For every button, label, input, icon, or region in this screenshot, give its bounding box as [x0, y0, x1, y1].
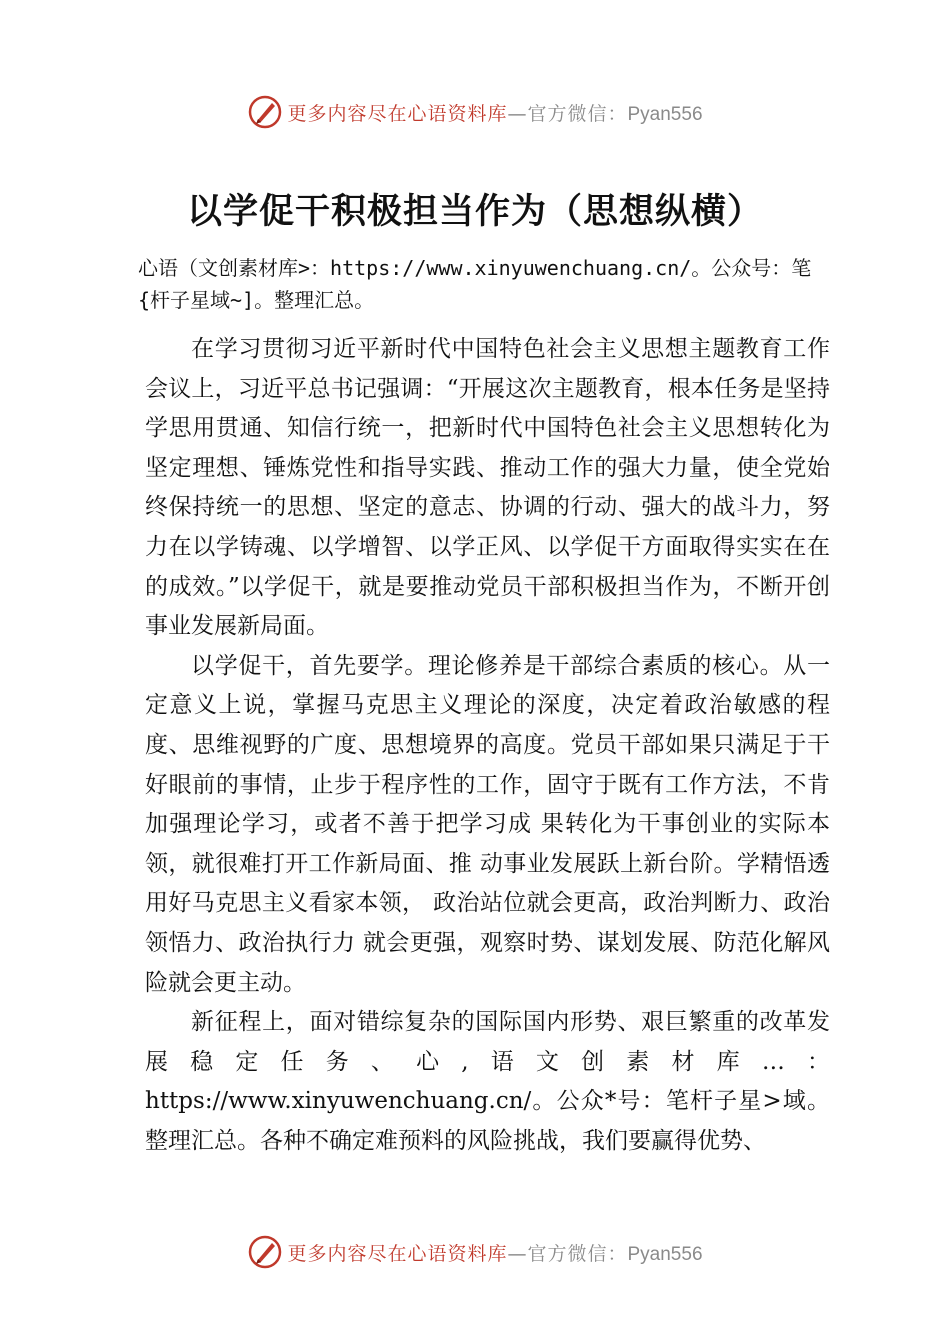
- article-title: 以学促干积极担当作为（思想纵横）: [186, 192, 763, 232]
- banner-slogan: 更多内容尽在心语资料库: [287, 102, 508, 125]
- header-banner: [0, 92, 950, 132]
- paragraph-3: 新征程上，面对错综复杂的国际国内形势、艰巨繁重的改革发展稳定任务、心,语文创素材库…：https://www.xinyuwenchuang.cn/。公众*号：笔杆子星>域。整理汇总。各种不确定难预料的风险挑战，我们要赢得优势、: [145, 1009, 830, 1154]
- banner-slogan: 更多内容尽在心语资料库: [287, 1242, 508, 1265]
- footer-banner: [0, 1232, 950, 1272]
- banner-separator: —: [507, 1242, 528, 1265]
- banner-separator: —: [507, 102, 528, 125]
- paragraph-2: 以学促干，首先要学。理论修养是干部综合素质的核心。从一定意义上说，掌握马克思主义理论的深度，决定着政治敏感的程度、思维视野的广度、思想境界的高度。党员干部如果只满足于干好眼前的事情，止步于程序性的工作，固守于既有工作方法，不肯加强理论学习，或者不善于把学习成 果转化为干事创业的实际本领，就很难打开工作新局面、推 动事业发展跃上新台阶。学精悟透用好马克思主义看家本领， 政治站位就会更高，政治判断力、政治领悟力、政治执行力 就会更强，观察时势、谋划发展、防范化解风险就会更主动。: [145, 652, 830, 996]
- article-body: [145, 330, 830, 1161]
- banner-wechat-id: Pyan556: [627, 1243, 703, 1265]
- banner-wechat-id: Pyan556: [627, 103, 703, 125]
- pen-logo-icon: [247, 94, 283, 130]
- banner-wechat-label: 官方微信：: [527, 102, 628, 125]
- paragraph-1: 在学习贯彻习近平新时代中国特色社会主义思想主题教育工作会议上，习近平总书记强调：“开展这次主题教育，根本任务是坚持学思用贯通、知信行统一，把新时代中国特色社会主义思想转化为坚定理想、锤炼党性和指导实践、推动工作的强大力量，使全党始终保持统一的思想、坚定的意志、协调的行动、强大的战斗力，努力在以学铸魂、以学增智、以学正风、以学促干方面取得实实在在的成效。”以学促干，就是要推动党员干部积极担当作为，不断开创事业发展新局面。: [145, 336, 830, 640]
- source-line: 心语（文创素材库>：https://www.xinyuwenchuang.cn/。公众号：笔{杆子星域~]。整理汇总。: [138, 256, 812, 312]
- pen-logo-icon: [247, 1234, 283, 1270]
- banner-wechat-label: 官方微信：: [527, 1242, 628, 1265]
